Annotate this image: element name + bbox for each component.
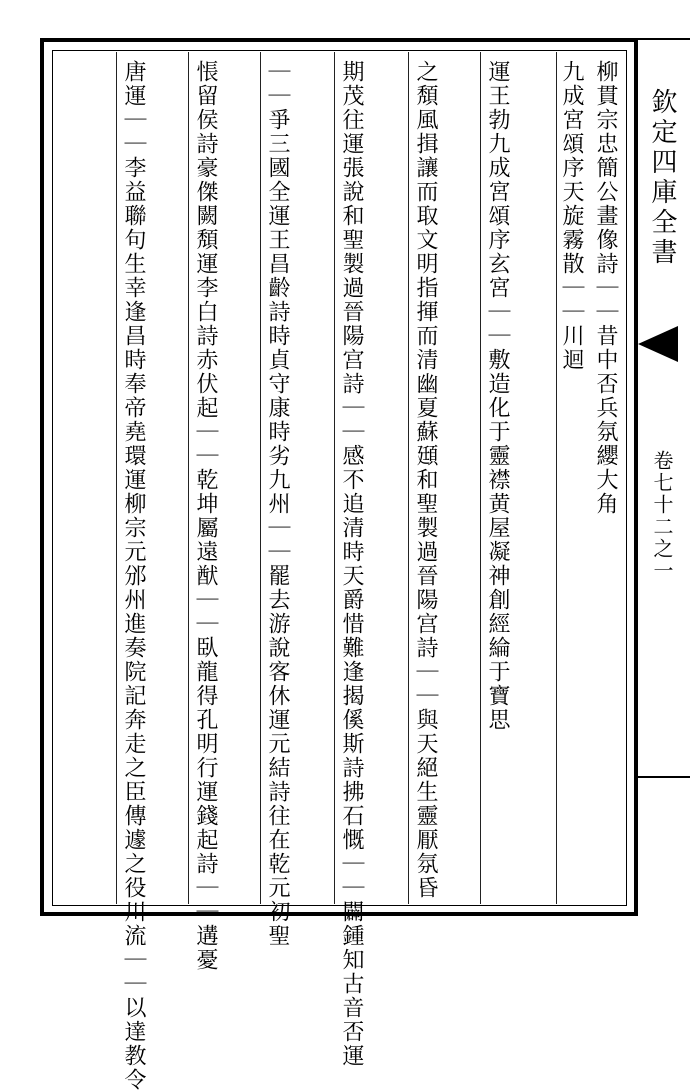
text-column-1: 柳貫宗忠簡公畫像詩｜｜昔中否兵氛纓大角: [593, 60, 618, 516]
column-rule: [334, 52, 335, 904]
fishtail-mark: [638, 326, 678, 362]
header-rule-top: [638, 38, 690, 40]
text-column-6: ｜｜爭三國全運王昌齡詩時貞守康時劣九州｜｜罷去游說客休運元結詩往在乾元初聖: [265, 60, 290, 948]
column-rule: [188, 52, 189, 904]
text-column-7: 悵留侯詩豪傑闕頽運李白詩赤伏起｜｜乾坤屬遠猷｜｜臥龍得孔明行運錢起詩｜｜遘憂: [193, 60, 218, 972]
collection-title: 欽定四庫全書: [647, 88, 677, 268]
header-rule-bottom: [638, 776, 690, 778]
column-rule: [408, 52, 409, 904]
column-rule: [480, 52, 481, 904]
text-column-2: 九成宮頌序天旋霧散｜｜川迴: [559, 60, 584, 372]
text-column-5: 期茂往運張說和聖製過晉陽宫詩｜｜感不追清時天爵惜難逢揭傒斯詩拂石慨｜｜闢鍾知古音否運: [339, 60, 364, 1068]
column-rule: [556, 52, 557, 904]
text-column-3: 運王勃九成宮頌序玄宮｜｜敷造化于靈襟黄屋凝神創經綸于寶思: [485, 60, 510, 732]
page-header-strip: [638, 38, 690, 916]
column-rule: [116, 52, 117, 904]
column-rule: [260, 52, 261, 904]
text-column-8: 唐運｜｜李益聯句生幸逢昌時奉帝堯環運柳宗元邠州進奏院記奔走之臣傳遽之役川流｜｜以達教令: [121, 60, 146, 1092]
volume-label: 卷七十二之一: [650, 450, 674, 582]
text-column-4: 之頽風揖讓而取文明指揮而清幽夏蘇頲和聖製過晉陽宫詩｜｜與天絕生靈厭氛昏: [413, 60, 438, 900]
